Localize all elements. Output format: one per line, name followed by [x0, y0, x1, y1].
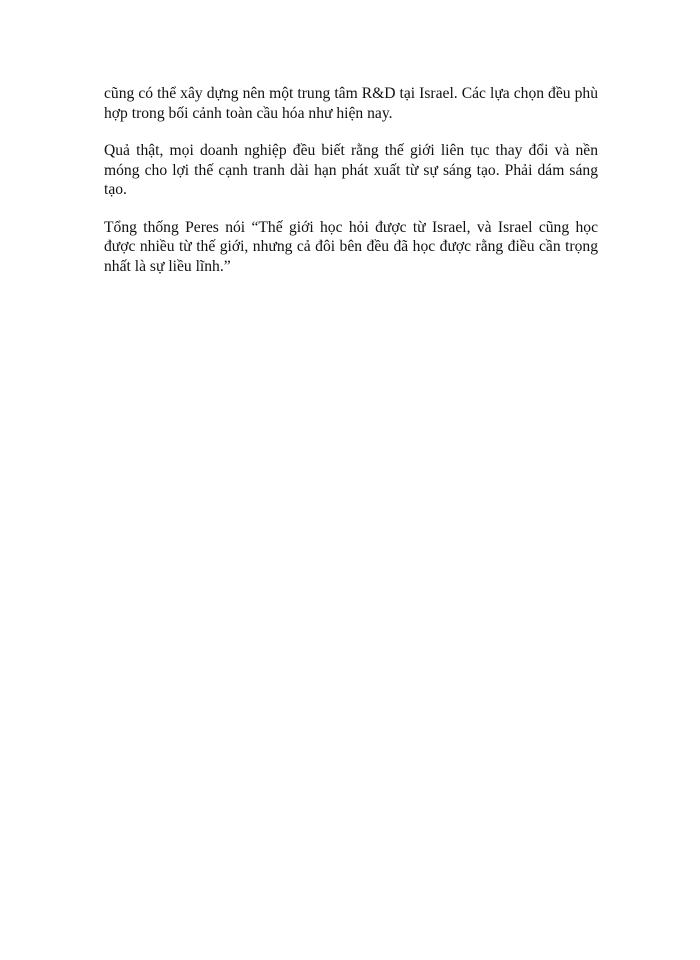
document-body [104, 84, 598, 294]
paragraph: Tổng thống Peres nói “Thế giới học hỏi được từ Israel, và Israel cũng học được nhiều từ thế giới, nhưng cả đôi bên đều đã học được rằng điều cần trọng nhất là sự liều lĩnh.” [104, 218, 598, 275]
paragraph: Quả thật, mọi doanh nghiệp đều biết rằng thế giới liên tục thay đổi và nền móng cho lợi thế cạnh tranh dài hạn phát xuất từ sự sáng tạo. Phải dám sáng tạo. [104, 142, 598, 198]
paragraph: cũng có thể xây dựng nên một trung tâm R&D tại Israel. Các lựa chọn đều phù hợp trong bối cảnh toàn cầu hóa như hiện nay. [104, 85, 598, 122]
